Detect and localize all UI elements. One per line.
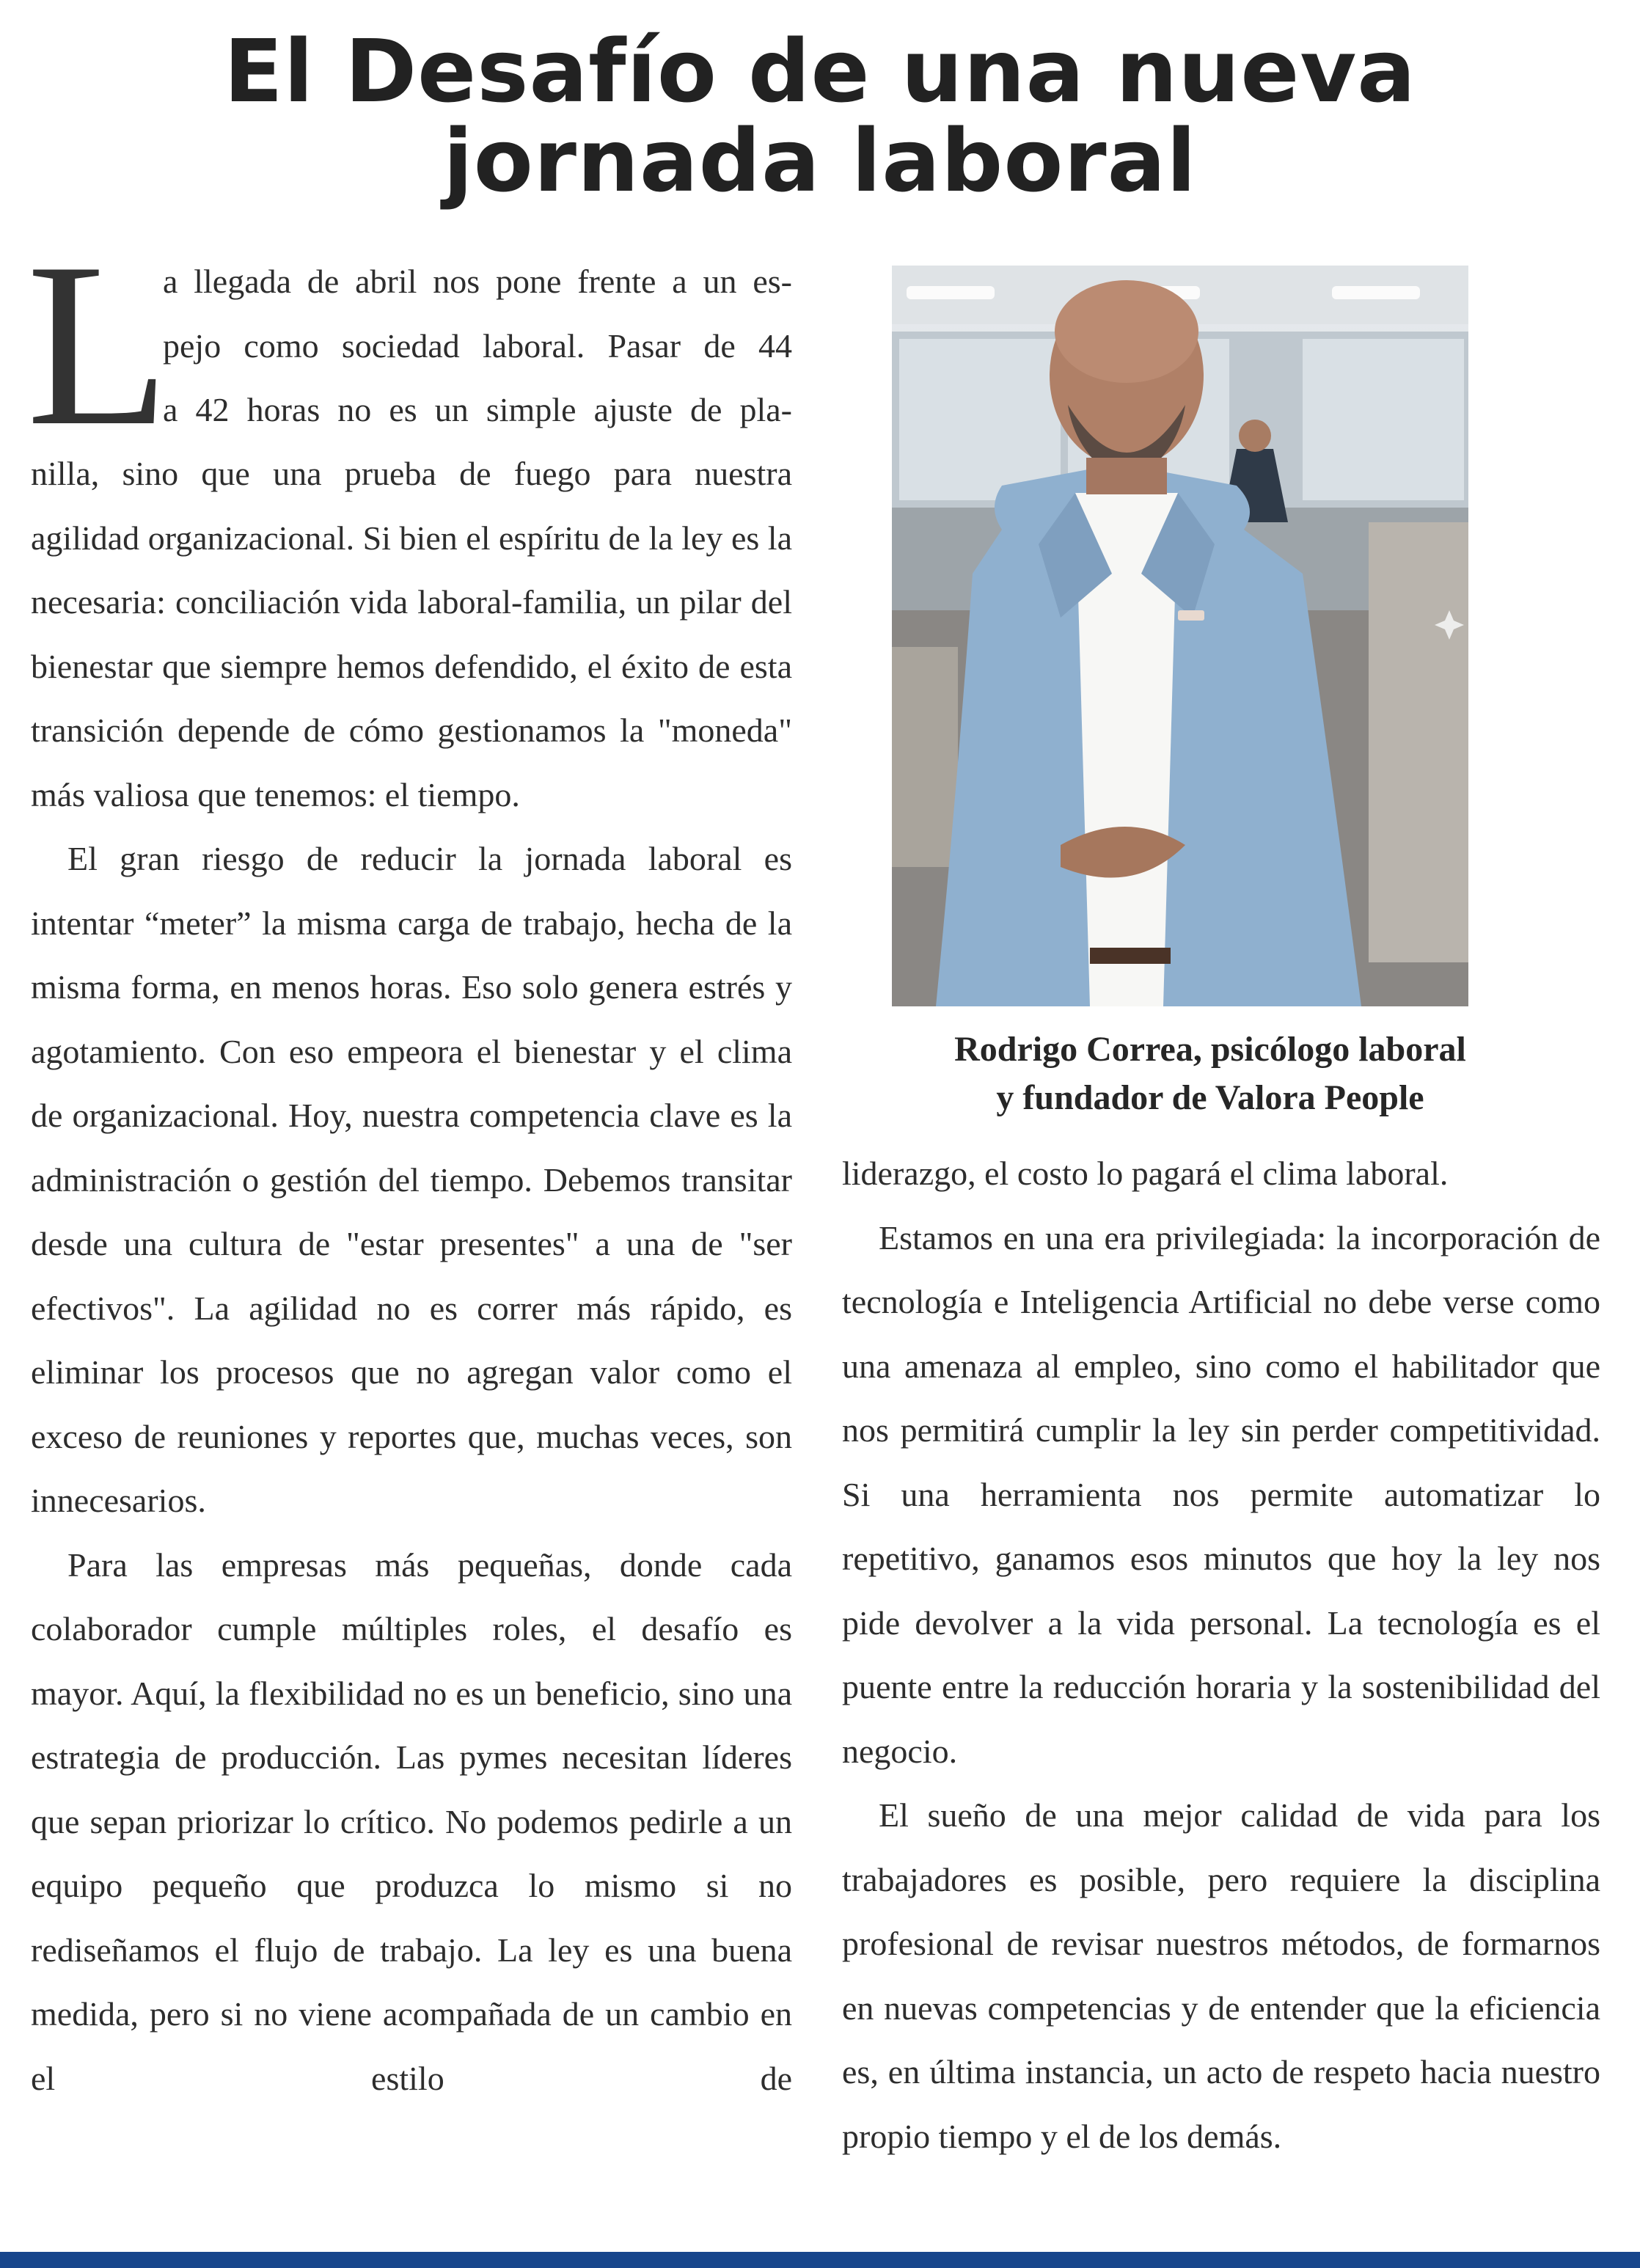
title-line-2: jornada laboral bbox=[443, 110, 1197, 211]
left-column bbox=[26, 215, 792, 2110]
dropcap-line-3: a 42 horas no es un simple ajuste de pla- bbox=[163, 391, 792, 428]
right-column bbox=[842, 1141, 1600, 2168]
paragraph-5: El sueño de una mejor calidad de vida para los trabajadores es posible, pero requiere la disciplina profesional de revisar nuestros métodos, de formarnos en nuevas competencias y de entender que la eficiencia es, en última instancia, un acto de respeto hacia nuestro propio tiempo y el de los demás. bbox=[842, 1796, 1600, 2155]
caption-line-2: y fundador de Valora People bbox=[996, 1078, 1424, 1117]
paragraph-2: El gran riesgo de reducir la jornada laboral es intentar “meter” la misma carga de trabajo, hecha de la misma forma, en menos horas. Eso solo genera estrés y agotamiento. Con eso empeora el bienestar y el clima de organizacional. Hoy, nuestra competencia clave es la administración o gestión del tiempo. Debemos transitar desde una cultura de "estar presentes" a una de "ser efectivos". La agilidad no es correr más rápido, es eliminar los procesos que no agregan valor como el exceso de reuniones y reportes que, muchas veces, son innecesarios. bbox=[31, 840, 792, 1519]
title-line-1: El Desafío de una nueva bbox=[224, 21, 1416, 122]
paragraph-4: Estamos en una era privilegiada: la incorporación de tecnología e Inteligencia Artificial no debe verse como una amenaza al empleo, sino como el habilitador que nos permitirá cumplir la ley sin perder competitividad. Si una herramienta nos permite automatizar lo repetitivo, ganamos esos minutos que hoy la ley nos pide devolver a la vida personal. La tecnología es el puente entre la reducción horaria y la sostenibilidad del negocio. bbox=[842, 1218, 1600, 1770]
dropcap-line-1: a llegada de abril nos pone frente a un es- bbox=[163, 263, 792, 300]
bottom-accent-rule bbox=[0, 2252, 1640, 2268]
author-photo bbox=[892, 266, 1468, 1006]
paragraph-1-rest: nilla, sino que una prueba de fuego para nuestra agilidad organizacional. Si bien el espíritu de la ley es la necesaria: conciliación vida laboral-familia, un pilar del bienestar que siempre hemos defendido, el éxito de esta transición depende de cómo gestionamos la "moneda" más valiosa que tenemos: el tiempo. bbox=[31, 455, 792, 813]
caption-line-1: Rodrigo Correa, psicólogo laboral bbox=[954, 1030, 1466, 1069]
dropcap-line-2: pejo como sociedad laboral. Pasar de 44 bbox=[163, 326, 792, 365]
paragraph-3: Para las empresas más pequeñas, donde cada colaborador cumple múltiples roles, el desafío es mayor. Aquí, la flexibilidad no es un beneficio, sino una estrategia de producción. Las pymes necesitan líderes que sepan priorizar lo crítico. No podemos pedirle a un equipo pequeño que produzca lo mismo si no rediseñamos el flujo de trabajo. La ley es una buena medida, pero si no viene acompañada de un cambio en el estilo de bbox=[31, 1545, 792, 2097]
dropcap-block bbox=[26, 215, 792, 475]
article-title bbox=[0, 21, 1640, 211]
photo-caption bbox=[843, 1025, 1577, 1122]
author-portrait-image bbox=[892, 266, 1468, 1006]
dropcap-lines bbox=[163, 249, 792, 442]
paragraph-3-continued: liderazgo, el costo lo pagará el clima laboral. bbox=[842, 1155, 1449, 1192]
dropcap-letter: L bbox=[26, 215, 170, 475]
